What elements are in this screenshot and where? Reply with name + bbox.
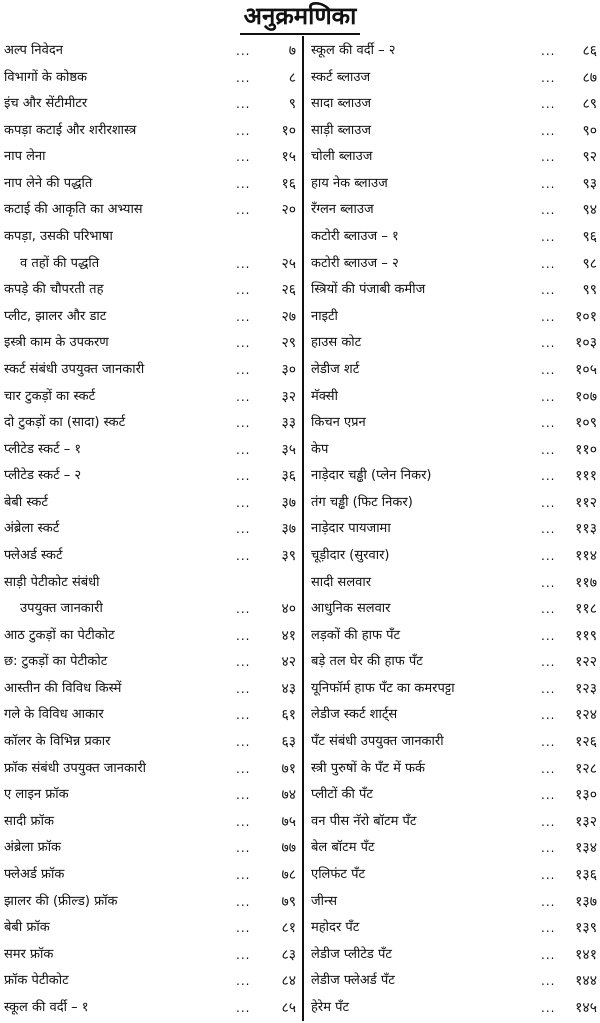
- toc-entry-leader: ...: [541, 947, 556, 962]
- toc-entry-page: ३३: [281, 415, 296, 432]
- toc-entry-leader: ...: [236, 97, 251, 112]
- toc-entry-page: १२३: [575, 680, 597, 697]
- toc-entry: [311, 118, 597, 144]
- column-divider: [302, 36, 304, 1021]
- toc-entry-page: ३२: [281, 388, 296, 405]
- toc-entry: [311, 384, 597, 410]
- toc-entry: [4, 171, 296, 197]
- toc-entry-leader: ...: [236, 442, 251, 457]
- toc-entry: [311, 649, 597, 675]
- toc-entry-title: कटोरी ब्लाउज – २: [311, 255, 399, 271]
- toc-entry-page: १६: [281, 175, 296, 192]
- toc-entry-leader: ...: [236, 256, 251, 271]
- toc-entry-title: बेबी स्कर्ट: [4, 494, 48, 510]
- toc-entry-page: १०७: [575, 388, 597, 405]
- toc-entry-page: ७७: [281, 840, 296, 857]
- toc-entry-leader: ...: [541, 362, 556, 377]
- toc-entry-leader: ...: [541, 442, 556, 457]
- toc-entry-page: ९६: [582, 229, 597, 246]
- toc-entry: [4, 357, 296, 383]
- toc-entry-leader: ...: [541, 123, 556, 138]
- toc-entry-title: लेडीज स्कर्ट शार्ट्स: [311, 707, 398, 723]
- toc-entry-leader: ...: [236, 176, 251, 191]
- toc-entry-leader: ...: [236, 841, 251, 856]
- toc-entry-title: दो टुकड़ों का (सादा) स्कर्ट: [4, 415, 126, 431]
- toc-entry: [4, 65, 296, 91]
- toc-entry-title: लेडीज फ्लेअर्ड पँट: [311, 973, 395, 989]
- toc-entry-page: ८७: [582, 69, 597, 86]
- toc-entry-title: कॉलर के विभिन्न प्रकार: [4, 734, 111, 750]
- toc-entry: [4, 756, 296, 782]
- toc-entry-title: फ्रॉक संबंधी उपयुक्त जानकारी: [4, 760, 147, 776]
- toc-entry: [4, 277, 296, 303]
- toc-entry-title: फ्लेअर्ड स्कर्ट: [4, 547, 63, 563]
- toc-entry: [4, 729, 296, 755]
- toc-entry: [311, 942, 597, 968]
- toc-entry-page: १२२: [575, 654, 597, 671]
- toc-entry-title: स्त्री पुरुषों के पँट में फर्क: [311, 760, 426, 776]
- toc-entry-page: ८५: [281, 999, 296, 1016]
- toc-entry: [4, 862, 296, 888]
- toc-entry-leader: ...: [236, 495, 251, 510]
- toc-entry-page: ३६: [281, 468, 296, 485]
- toc-entry-page: २७: [281, 308, 296, 325]
- toc-entry-page: १०३: [575, 335, 597, 352]
- toc-entry: [311, 251, 597, 277]
- toc-entry-title: नाड़ेदार पायजामा: [311, 521, 391, 537]
- toc-entry-title: इंच और सेंटीमीटर: [4, 96, 88, 112]
- toc-entry-title: कपड़ा कटाई और शरीरशास्त्र: [4, 122, 137, 138]
- toc-entry: [4, 330, 296, 356]
- toc-entry-title: व तहों की पद्धति: [20, 255, 100, 271]
- toc-entry: [311, 277, 597, 303]
- toc-entry: [4, 942, 296, 968]
- toc-entry: [311, 437, 597, 463]
- toc-entry-page: ७४: [281, 787, 296, 804]
- toc-entry-title: बेल बॉटम पँट: [311, 840, 375, 856]
- toc-entry: [4, 649, 296, 675]
- toc-entry-page: १३२: [575, 813, 597, 830]
- toc-entry-page: १३९: [575, 920, 597, 937]
- toc-entry: [311, 782, 597, 808]
- toc-entry-leader: ...: [236, 708, 251, 723]
- toc-entry-page: २९: [281, 335, 296, 352]
- toc-entry: [4, 835, 296, 861]
- toc-entry-title: प्लीटों की पँट: [311, 787, 373, 803]
- toc-entry-page: ७५: [281, 813, 296, 830]
- toc-entry-title: मॅक्सी: [311, 388, 338, 404]
- toc-entry: [311, 596, 597, 622]
- toc-entry-title: हेरेम पँट: [311, 999, 350, 1015]
- toc-entry-title: विभागों के कोष्ठक: [4, 69, 88, 85]
- toc-entry: [311, 676, 597, 702]
- toc-entry-leader: ...: [541, 575, 556, 590]
- toc-entry: [311, 756, 597, 782]
- toc-entry-leader: ...: [236, 814, 251, 829]
- toc-entry-title: छ: टुकड़ों का पेटीकोट: [4, 654, 108, 670]
- toc-entry-page: ४३: [281, 680, 296, 697]
- toc-entry-leader: ...: [541, 921, 556, 936]
- toc-entry-page: ९: [288, 96, 296, 113]
- toc-entry: [4, 702, 296, 728]
- toc-entry-page: ४१: [281, 627, 296, 644]
- toc-entry-title: लड़कों की हाफ पँट: [311, 627, 401, 643]
- toc-entry: [4, 463, 296, 489]
- toc-entry-title: हाय नेक ब्लाउज: [311, 175, 388, 191]
- toc-entry-title: फ्रॉक पेटीकोट: [4, 973, 69, 989]
- toc-entry-title: आधुनिक सलवार: [311, 601, 391, 617]
- toc-entry-page: ८१: [281, 920, 296, 937]
- toc-entry-title: कपड़े की चौपरती तह: [4, 282, 104, 298]
- toc-entry-title: नाप लेने की पद्धति: [4, 175, 93, 191]
- toc-entry-page: ९८: [582, 255, 597, 272]
- toc-entry-leader: ...: [236, 788, 251, 803]
- toc-entry-title: झालर की (फ्रील्ड) फ्रॉक: [4, 893, 118, 909]
- toc-entry-page: ७९: [281, 893, 296, 910]
- toc-entry: [311, 835, 597, 861]
- toc-entry-title: यूनिफॉर्म हाफ पँट का कमरपट्टा: [311, 680, 455, 696]
- toc-entry-leader: ...: [541, 974, 556, 989]
- toc-entry-leader: ...: [236, 283, 251, 298]
- toc-entry-leader: ...: [236, 602, 251, 617]
- toc-entry-title: अंब्रेला फ्रॉक: [4, 840, 62, 856]
- toc-entry-leader: ...: [236, 867, 251, 882]
- toc-entry: [4, 782, 296, 808]
- toc-entry-leader: ...: [541, 97, 556, 112]
- toc-entry-leader: ...: [541, 389, 556, 404]
- toc-entry-page: १२८: [575, 760, 597, 777]
- toc-entry-title: नाइटी: [311, 308, 338, 324]
- toc-entry-page: ३५: [281, 441, 296, 458]
- toc-entry: [4, 144, 296, 170]
- toc-entry: [311, 65, 597, 91]
- toc-entry-title: आठ टुकड़ों का पेटीकोट: [4, 627, 115, 643]
- toc-entry: [4, 38, 296, 64]
- toc-entry-leader: ...: [236, 123, 251, 138]
- toc-entry-page: ७: [288, 43, 296, 59]
- toc-entry-title: साड़ी पेटीकोट संबंधी: [4, 574, 100, 590]
- toc-entry-leader: ...: [236, 469, 251, 484]
- toc-entry-title: पँट संबंधी उपयुक्त जानकारी: [311, 734, 444, 750]
- toc-entry-page: ८४: [281, 973, 296, 990]
- toc-entry-title: चोली ब्लाउज: [311, 149, 373, 165]
- toc-entry-leader: ...: [236, 947, 251, 962]
- toc-entry-leader: ...: [541, 150, 556, 165]
- toc-entry: [4, 490, 296, 516]
- toc-entry-title: नाड़ेदार चड्ढी (प्लेन निकर): [311, 468, 432, 484]
- toc-entry-leader: ...: [541, 655, 556, 670]
- toc-entry-title: सादा ब्लाउज: [311, 96, 372, 112]
- toc-entry-page: ११४: [575, 547, 597, 564]
- toc-entry-page: ९२: [582, 149, 597, 166]
- toc-entry: [311, 995, 597, 1021]
- toc-entry-page: ६३: [281, 734, 296, 751]
- toc-entry-leader: ...: [541, 788, 556, 803]
- toc-entry-page: १३७: [575, 893, 597, 910]
- toc-entry-title: हाउस कोट: [311, 335, 362, 351]
- toc-entry-page: ७८: [281, 866, 296, 883]
- toc-entry: [4, 118, 296, 144]
- toc-entry-page: ११३: [575, 521, 597, 538]
- toc-entry-title: लेडीज प्लीटेड पँट: [311, 946, 392, 962]
- toc-entry: [311, 516, 597, 542]
- toc-entry-leader: ...: [541, 176, 556, 191]
- toc-entry: [311, 809, 597, 835]
- toc-entry-title: साड़ी ब्लाउज: [311, 122, 372, 138]
- toc-entry-title: प्लीटेड स्कर्ट – २: [4, 468, 82, 484]
- toc-entry-leader: ...: [236, 894, 251, 909]
- toc-entry: [311, 171, 597, 197]
- toc-entry: [311, 623, 597, 649]
- toc-entry-title: स्कूल की वर्दी – २: [311, 43, 396, 58]
- toc-entry-leader: ...: [541, 256, 556, 271]
- toc-entry: [311, 330, 597, 356]
- toc-entry-title: लेडीज शर्ट: [311, 361, 360, 377]
- toc-entry-leader: ...: [541, 681, 556, 696]
- toc-entry-page: १४१: [575, 946, 597, 963]
- toc-entry-leader: ...: [541, 283, 556, 298]
- toc-entry-page: २०: [281, 202, 296, 219]
- toc-entry-title: स्कर्ट संबंधी उपयुक्त जानकारी: [4, 361, 145, 377]
- toc-entry-title: वन पीस नॅरो बॉटम पँट: [311, 813, 417, 829]
- toc-entry-page: ९४: [582, 202, 597, 219]
- toc-entry: [311, 410, 597, 436]
- toc-entry-page: ४२: [281, 654, 296, 671]
- toc-entry-title: समर फ्रॉक: [4, 946, 54, 962]
- toc-entry-page: ८: [288, 69, 296, 86]
- toc-entry-title: आस्तीन की विविध किस्में: [4, 680, 122, 696]
- toc-entry-page: ६१: [281, 707, 296, 724]
- toc-entry: [4, 995, 296, 1021]
- title-area: [0, 0, 600, 40]
- toc-entry-title: अल्प निवेदन: [4, 43, 63, 58]
- toc-entry-leader: ...: [541, 894, 556, 909]
- toc-entry-title: केप: [311, 441, 329, 457]
- toc-entry-title: प्लीटेड स्कर्ट – १: [4, 441, 82, 457]
- toc-entry-leader: ...: [236, 44, 251, 58]
- toc-entry-title: महोदर पँट: [311, 920, 360, 936]
- toc-entry-page: ३०: [281, 361, 296, 378]
- toc-entry-page: १३६: [575, 866, 597, 883]
- toc-entry: [311, 889, 597, 915]
- toc-entry-leader: ...: [236, 1000, 251, 1015]
- toc-entry: [4, 197, 296, 223]
- toc-entry-leader: ...: [236, 70, 251, 85]
- toc-entry-leader: ...: [236, 362, 251, 377]
- toc-entry-leader: ...: [541, 309, 556, 324]
- toc-entry-leader: ...: [541, 814, 556, 829]
- toc-entry-leader: ...: [541, 548, 556, 563]
- toc-entry: [311, 729, 597, 755]
- toc-column-right: [311, 38, 597, 1021]
- toc-entry-leader: ...: [541, 469, 556, 484]
- toc-entry: [4, 516, 296, 542]
- toc-entry: [4, 437, 296, 463]
- toc-entry: [4, 968, 296, 994]
- toc-entry-leader: ...: [236, 655, 251, 670]
- toc-entry: [4, 251, 296, 277]
- toc-entry: [311, 543, 597, 569]
- toc-entry-title: चार टुकड़ों का स्कर्ट: [4, 388, 96, 404]
- toc-entry-leader: ...: [541, 735, 556, 750]
- toc-entry-title: बेबी फ्रॉक: [4, 920, 50, 936]
- toc-entry-leader: ...: [541, 203, 556, 218]
- toc-entry: [311, 570, 597, 596]
- toc-entry-leader: ...: [541, 628, 556, 643]
- toc-entry-title: किचन एप्रन: [311, 415, 366, 431]
- page-title: अनुक्रमणिका: [240, 0, 361, 35]
- toc-entry-page: ९९: [582, 282, 597, 299]
- toc-entry-page: १३४: [575, 840, 597, 857]
- toc-entry: [311, 463, 597, 489]
- toc-entry: [4, 889, 296, 915]
- toc-entry: [311, 357, 597, 383]
- toc-entry-title: सादी सलवार: [311, 574, 372, 590]
- toc-entry-title: कटोरी ब्लाउज – १: [311, 229, 399, 245]
- toc-entry-title: ए लाइन फ्रॉक: [4, 787, 69, 803]
- toc-entry-page: १२६: [575, 734, 597, 751]
- toc-entry: [311, 968, 597, 994]
- toc-entry-page: ८९: [582, 96, 597, 113]
- toc-entry: [4, 570, 296, 596]
- toc-entry-leader: ...: [236, 548, 251, 563]
- toc-entry-page: १०५: [575, 361, 597, 378]
- toc-entry: [311, 702, 597, 728]
- toc-entry: [311, 304, 597, 330]
- toc-entry-page: २६: [281, 282, 296, 299]
- toc-entry: [311, 490, 597, 516]
- toc-entry-title: एलिफंट पँट: [311, 866, 366, 882]
- toc-entry-page: ३७: [281, 494, 296, 511]
- toc-entry-title: फ्लेअर्ड फ्रॉक: [4, 866, 65, 882]
- toc-entry-leader: ...: [236, 203, 251, 218]
- toc-entry-page: ११०: [575, 441, 597, 458]
- toc-entry-title: स्त्रियों की पंजाबी कमीज: [311, 282, 426, 298]
- toc-entry-page: २५: [281, 255, 296, 272]
- toc-entry-title: प्लीट, झालर और डाट: [4, 308, 107, 324]
- toc-entry-leader: ...: [236, 416, 251, 431]
- toc-entry: [311, 862, 597, 888]
- toc-entry: [4, 91, 296, 117]
- toc-entry-leader: ...: [541, 44, 556, 58]
- toc-entry-title: अंब्रेला स्कर्ट: [4, 521, 60, 537]
- toc-entry-leader: ...: [236, 150, 251, 165]
- toc-entry-leader: ...: [541, 761, 556, 776]
- toc-entry-leader: ...: [236, 735, 251, 750]
- toc-entry-leader: ...: [541, 841, 556, 856]
- toc-entry-title: तंग चड्ढी (फिट निकर): [311, 494, 413, 510]
- toc-entry: [311, 197, 597, 223]
- toc-entry-page: ४०: [281, 601, 296, 618]
- toc-entry-page: ११९: [575, 627, 597, 644]
- toc-entry: [311, 91, 597, 117]
- toc-entry-leader: ...: [236, 522, 251, 537]
- toc-entry-page: ११८: [575, 601, 597, 618]
- toc-entry-leader: ...: [541, 522, 556, 537]
- toc-entry-title: उपयुक्त जानकारी: [20, 601, 103, 617]
- toc-entry-page: ८३: [281, 946, 296, 963]
- toc-entry-leader: ...: [541, 867, 556, 882]
- toc-entry-leader: ...: [541, 70, 556, 85]
- toc-entry-page: १३०: [575, 787, 597, 804]
- toc-entry-title: स्कर्ट ब्लाउज: [311, 69, 371, 85]
- toc-entry-page: ९३: [582, 175, 597, 192]
- toc-entry: [4, 915, 296, 941]
- toc-entry: [4, 623, 296, 649]
- toc-entry-leader: ...: [236, 336, 251, 351]
- toc-entry-leader: ...: [236, 389, 251, 404]
- toc-entry-leader: ...: [236, 974, 251, 989]
- toc-entry-page: १४५: [575, 999, 597, 1016]
- toc-entry-page: १४४: [575, 973, 597, 990]
- toc-entry-page: १०९: [575, 415, 597, 432]
- toc-entry: [4, 304, 296, 330]
- toc-column-left: [4, 38, 296, 1021]
- toc-entry: [311, 224, 597, 250]
- toc-entry-title: स्कूल की वर्दी – १: [4, 999, 89, 1015]
- toc-entry-leader: ...: [541, 336, 556, 351]
- toc-entry-page: १०: [281, 122, 296, 139]
- toc-entry-leader: ...: [236, 628, 251, 643]
- toc-entry-leader: ...: [541, 1000, 556, 1015]
- toc-entry-page: १५: [281, 149, 296, 166]
- toc-entry-page: १२४: [575, 707, 597, 724]
- toc-entry: [311, 38, 597, 64]
- toc-entry-title: गले के विविध आकार: [4, 707, 104, 723]
- toc-entry-leader: ...: [541, 602, 556, 617]
- toc-entry: [4, 809, 296, 835]
- toc-entry-leader: ...: [236, 921, 251, 936]
- toc-entry-leader: ...: [541, 416, 556, 431]
- toc-entry-title: बड़े तल घेर की हाफ पँट: [311, 654, 423, 670]
- toc-entry: [4, 224, 296, 250]
- toc-entry-title: नाप लेना: [4, 149, 46, 165]
- toc-entry-leader: ...: [236, 309, 251, 324]
- toc-entry: [4, 596, 296, 622]
- toc-entry: [4, 410, 296, 436]
- toc-entry-leader: ...: [236, 761, 251, 776]
- toc-entry-title: चूड़ीदार (सुरवार): [311, 547, 390, 563]
- toc-entry-title: कटाई की आकृति का अभ्यास: [4, 202, 143, 218]
- toc-entry: [4, 676, 296, 702]
- toc-entry-page: १११: [575, 468, 597, 485]
- toc-entry-page: १०१: [575, 308, 597, 325]
- toc-entry: [4, 543, 296, 569]
- toc-entry-page: ३७: [281, 521, 296, 538]
- toc-entry-page: ११७: [575, 574, 597, 591]
- toc-entry-page: ३९: [281, 547, 296, 564]
- toc-entry-title: जीन्स: [311, 893, 337, 909]
- toc-entry-leader: ...: [236, 681, 251, 696]
- toc-entry-page: ९०: [582, 122, 597, 139]
- toc-entry-title: सादी फ्रॉक: [4, 813, 54, 829]
- toc-entry-leader: ...: [541, 495, 556, 510]
- toc-entry-leader: ...: [541, 230, 556, 245]
- toc-entry-title: इस्त्री काम के उपकरण: [4, 335, 109, 351]
- toc-entry-page: ७१: [281, 760, 296, 777]
- toc-entry: [4, 384, 296, 410]
- toc-entry-page: ११२: [575, 494, 597, 511]
- toc-entry: [311, 144, 597, 170]
- toc-entry-leader: ...: [541, 708, 556, 723]
- toc-entry-title: रॅंग्लन ब्लाउज: [311, 202, 374, 218]
- toc-entry: [311, 915, 597, 941]
- toc-entry-page: ८६: [582, 43, 597, 59]
- toc-entry-title: कपड़ा, उसकी परिभाषा: [4, 229, 113, 245]
